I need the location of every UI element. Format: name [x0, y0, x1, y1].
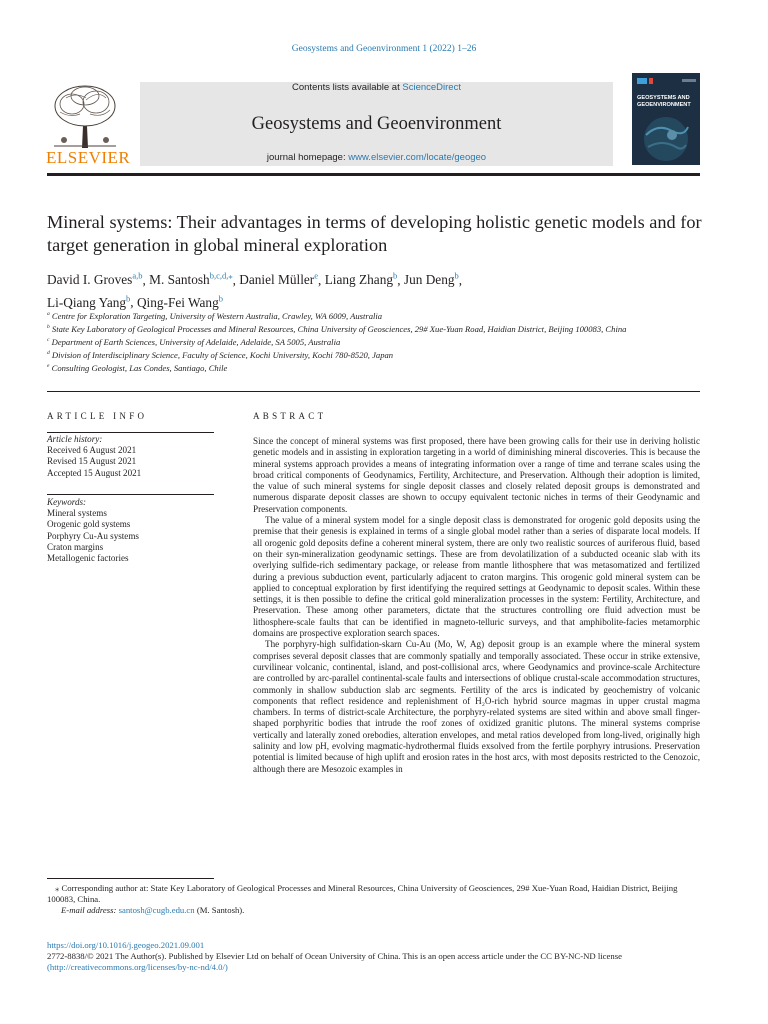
page-footer: [47, 940, 700, 974]
affiliation: $^a$ Centre for Exploration Targeting, University of Western Australia, Crawley, WA 6009, Australia: [47, 310, 383, 321]
keyword: Orogenic gold systems: [47, 519, 131, 530]
email-line: [47, 905, 700, 916]
footnote: [47, 883, 700, 917]
doi-link[interactable]: https://doi.org/10.1016/j.geogeo.2021.09.001: [47, 940, 205, 950]
section-rule: [47, 391, 700, 392]
abstract-paragraph: The value of a mineral system model for a single deposit class is demonstrated for orogenic gold deposits using the premise that their genesis is explained in terms of a single global model rather than a series of disparate local models. If all orogenic gold deposits define a coherent mineral system, there are only two realistic sources of auriferous fluid, based on their syn-mineralization geodynamic settings. These are from devolatilization of a subducted oceanic slab with its overlying sulfide-rich sedimentary package, or release from mantle lithosphere that was metasomatized and fertilized during a previous subduction event, particularly adjacent to craton margins. This orogenic gold mineral system can be applied to conceptual exploration by first identifying the required settings at Geodynamic to deposit scales. Within these settings, it is then possible to define the critical gold mineralization processes in the system: Fertility, Architecture, and Preservation. These among other parameters, dictate that the structures controlling ore fluid advection must be lithosphere-scale faults that can be identified in magneto-telluric surveys, and that amphibolite-facies metamorphic domains are prospective exploration search spaces.: [253, 515, 700, 639]
contents-prefix: Contents lists available at: [292, 82, 403, 93]
affiliation: $^c$ Department of Earth Sciences, University of Adelaide, Adelaide, SA 5005, Australia: [47, 336, 341, 347]
tree-icon: [46, 82, 124, 150]
email-suffix: (M. Santosh).: [194, 905, 245, 916]
journal-cover-image[interactable]: [632, 73, 700, 165]
affiliation: $^d$ Division of Interdisciplinary Science, Faculty of Science, Kochi University, Kochi 780-8520, Japan: [47, 349, 394, 360]
abstract-paragraph: Since the concept of mineral systems was first proposed, there have been growing calls for their use in deriving holistic genetic models and in assisting in exploration targeting in a world of diminishing mineral discoveries. This is because the mineral systems approach provides a means of integrating information over a range of time and terrane scales using the broad critical components of Geodynamics, Fertility, Architecture, and Preservation. Although their adoption is limited, the value of such mineral systems for single deposit classes and closely related deposit groups is demonstrated and numerous disparate deposit classes are shown to occupy equivalent tectonic niches in terms of their Geodynamic and Preservation components.: [253, 436, 700, 514]
author[interactable]: Liang Zhang$^b$: [324, 271, 398, 288]
license-link[interactable]: (http://creativecommons.org/licenses/by-nc-nd/4.0/): [47, 962, 228, 973]
article-title: Mineral systems: Their advantages in terms of developing holistic genetic models and for target generation in global mineral exploration: [47, 212, 702, 255]
article-info-heading: ARTICLE INFO: [47, 411, 148, 421]
affiliation-list: [47, 309, 707, 374]
article-info-rule: [47, 432, 214, 433]
contents-line: [140, 82, 613, 93]
author[interactable]: Daniel Müller$^e$: [239, 271, 319, 288]
history-label: Article history:: [47, 434, 103, 444]
author[interactable]: Jun Deng$^b$: [403, 271, 459, 288]
cover-art: [632, 73, 700, 165]
abstract-heading: ABSTRACT: [253, 411, 327, 421]
author[interactable]: Qing-Fei Wang$^b$: [136, 293, 223, 310]
keyword: Porphyry Cu-Au systems: [47, 530, 139, 541]
history-received: Received 6 August 2021: [47, 445, 137, 456]
abstract-body: [253, 436, 700, 775]
history-revised: Revised 15 August 2021: [47, 456, 137, 467]
keyword: Metallogenic factories: [47, 553, 129, 564]
email-label: E-mail address:: [61, 905, 117, 916]
author-list: David I. Groves$^{a,b}$, M. Santosh$^{b,c,d,⁎}$, Daniel Müller$^e$, Liang Zhang$^b$, Jun Deng$^b$, Li-Qiang Yang$^b$, Qing-Fei Wang$^b$: [47, 271, 463, 310]
email-link[interactable]: santosh@cugb.edu.cn: [118, 905, 195, 916]
homepage-prefix: journal homepage:: [266, 152, 349, 163]
author[interactable]: Li-Qiang Yang$^b$: [47, 293, 131, 310]
footnote-rule: [47, 878, 214, 879]
journal-reference[interactable]: Geosystems and Geoenvironment 1 (2022) 1–26: [291, 44, 477, 54]
author[interactable]: David I. Groves$^{a,b}$: [47, 271, 143, 288]
elsevier-wordmark: ELSEVIER: [46, 148, 131, 167]
keyword: Craton margins: [47, 541, 104, 552]
homepage-line: [140, 152, 613, 163]
abstract-paragraph: The porphyry-high sulfidation-skarn Cu-Au (Mo, W, Ag) deposit group is an example where the mineral system comprises several deposit classes that are commonly spatially and temporally associated. These occur in strike extensive, curvilinear volcanic, continental, island, and post-collisional arcs, where Geodynamics and province-scale Architecture are controlled by arc-parallel continental-scale faults and intersections of oblique crustal-scale accommodation structures, commonly in shallow subduction slab arc segments. Fertility of the arcs is indicated by geochemistry of volcanic components that reflect residence and replenishment of H₂O-rich hybrid source magmas in upper crustal magma chambers. In terms of district-scale Architecture, the porphyry-related systems are sited within and above small finger-shaped porphyritic bodies that intrude the roof zones of oxidized granitic plutons. The mineral systems comprise vertically and laterally zoned orebodies, alteration envelopes, and metal ratios developed from long-lived, originally high salinity and low pH, evolving magmatic-hydrothermal fluids exsolved from the fertile porphyry intrusions. Preservation potential is limited because of high uplift and erosion rates in the host arcs, with most deposits restricted to the Cenozoic, although there are Mesozoic examples in: [253, 639, 700, 774]
cover-title: GEOSYSTEMS AND GEOENVIRONMENT: [637, 95, 691, 108]
copyright-line: 2772-8838/© 2021 The Author(s). Published by Elsevier Ltd on behalf of Ocean University of China. This is an open access article under the CC BY-NC-ND license: [47, 951, 622, 962]
homepage-link[interactable]: www.elsevier.com/locate/geogeo: [348, 152, 487, 163]
article-history: [47, 434, 217, 479]
journal-name: Geosystems and Geoenvironment: [251, 114, 502, 134]
affiliation: $^b$ State Key Laboratory of Geological Processes and Mineral Resources, China University of Geosciences, 29# Xue-Yuan Road, Haidian District, Beijing 100083, China: [47, 323, 627, 334]
author[interactable]: M. Santosh$^{b,c,d,⁎}$: [149, 271, 233, 288]
affiliation: $^e$ Consulting Geologist, Las Condes, Santiago, Chile: [47, 362, 228, 373]
sciencedirect-link[interactable]: ScienceDirect: [402, 82, 461, 93]
header-rule: [47, 173, 700, 176]
keywords-rule: [47, 494, 214, 495]
history-accepted: Accepted 15 August 2021: [47, 467, 142, 478]
elsevier-logo[interactable]: [46, 82, 131, 168]
keywords-label: Keywords:: [47, 497, 87, 507]
corresponding-author-note: ⁎ Corresponding author at: State Key Laboratory of Geological Processes and Mineral Resources, China University of Geosciences, 29# Xue-Yuan Road, Haidian District, Beijing 100083, China.: [47, 883, 678, 905]
keywords: [47, 497, 217, 564]
journal-banner: [140, 82, 613, 166]
keyword: Mineral systems: [47, 508, 107, 519]
